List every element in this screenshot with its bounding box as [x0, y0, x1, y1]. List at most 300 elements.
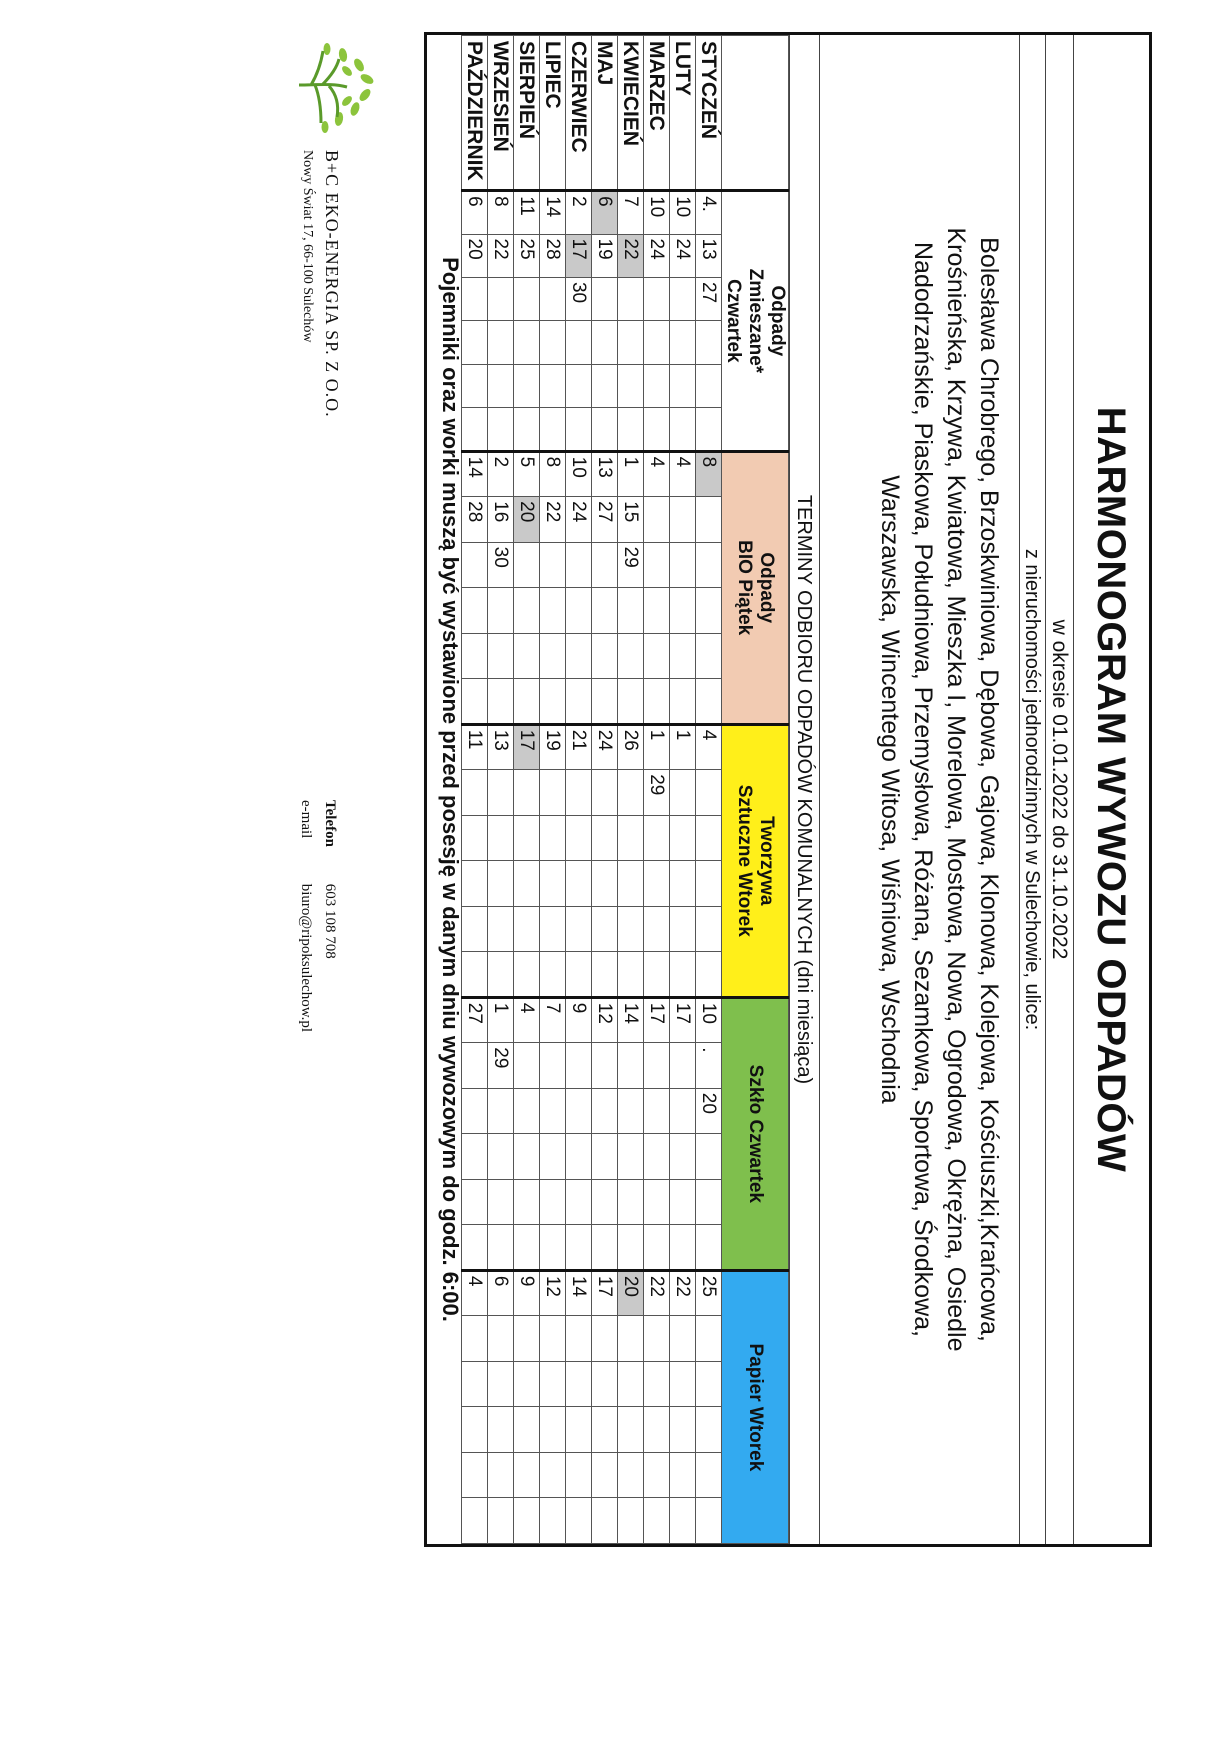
plastic-day-cell	[488, 952, 514, 998]
plastic-day-cell	[540, 906, 566, 952]
bio-day-cell: 13	[592, 451, 618, 497]
table-row	[540, 36, 566, 1544]
paper-day-cell: 22	[670, 1270, 696, 1316]
contact-block	[294, 800, 342, 1032]
paper-day-cell	[540, 1316, 566, 1362]
glass-day-cell: 10	[696, 997, 722, 1043]
glass-day-cell	[566, 1225, 592, 1271]
plastic-day-cell	[696, 815, 722, 861]
streets-line: Bolesława Chrobrego, Brzoskwiniowa, Dębowa, Gajowa, Klonowa, Kolejowa, Kościuszki,Krańcowa,	[975, 237, 1003, 1342]
paper-day-cell	[618, 1407, 644, 1453]
month-cell: PAŹDZIERNIK	[462, 36, 488, 191]
plastic-day-cell: 4	[696, 724, 722, 770]
paper-day-cell: 25	[696, 1270, 722, 1316]
paper-day-cell: 17	[592, 1270, 618, 1316]
glass-day-cell	[670, 1134, 696, 1180]
plastic-day-cell	[644, 861, 670, 907]
glass-day-cell	[566, 1088, 592, 1134]
glass-day-cell: 1	[488, 997, 514, 1043]
paper-day-cell: 14	[566, 1270, 592, 1316]
company-name: B+C EKO-ENERGIA SP. Z O.O.	[322, 150, 342, 418]
plastic-day-cell	[514, 861, 540, 907]
bio-day-cell	[696, 679, 722, 725]
glass-day-cell	[670, 1043, 696, 1089]
glass-day-cell	[696, 1225, 722, 1271]
bio-day-cell: 8	[696, 451, 722, 497]
plastic-day-cell	[644, 952, 670, 998]
paper-day-cell	[514, 1407, 540, 1453]
mixed-day-cell	[540, 277, 566, 320]
plastic-day-cell	[514, 770, 540, 816]
table-row	[670, 36, 696, 1544]
bio-day-cell	[696, 542, 722, 588]
glass-day-cell	[488, 1088, 514, 1134]
mixed-day-cell	[644, 277, 670, 320]
paper-day-cell	[696, 1452, 722, 1498]
plastic-day-cell	[540, 861, 566, 907]
header-line: Zmieszane*	[745, 268, 766, 374]
mixed-day-cell	[488, 364, 514, 407]
mixed-day-cell: 8	[488, 191, 514, 234]
month-cell: MARZEC	[644, 36, 670, 191]
bio-day-cell: 4	[644, 451, 670, 497]
plastic-waste-header	[722, 724, 789, 997]
bio-day-cell	[592, 633, 618, 679]
mixed-day-cell	[540, 321, 566, 364]
bio-day-cell	[644, 679, 670, 725]
paper-day-cell	[644, 1407, 670, 1453]
bio-day-cell	[514, 542, 540, 588]
mixed-day-cell	[696, 321, 722, 364]
bio-day-cell	[670, 679, 696, 725]
bio-day-cell	[670, 633, 696, 679]
paper-day-cell	[670, 1498, 696, 1544]
paper-day-cell	[592, 1498, 618, 1544]
bio-waste-header	[722, 451, 789, 724]
glass-day-cell	[540, 1225, 566, 1271]
header-line: Czwartek	[723, 279, 744, 363]
plastic-day-cell	[592, 952, 618, 998]
bio-day-cell: 10	[566, 451, 592, 497]
mixed-day-cell	[670, 364, 696, 407]
bio-day-cell: 2	[488, 451, 514, 497]
glass-day-cell	[566, 1043, 592, 1089]
plastic-day-cell	[670, 952, 696, 998]
glass-day-cell	[540, 1179, 566, 1225]
plastic-day-cell	[540, 815, 566, 861]
glass-day-cell	[644, 1179, 670, 1225]
month-cell: MAJ	[592, 36, 618, 191]
glass-day-cell	[592, 1179, 618, 1225]
paper-day-cell	[566, 1452, 592, 1498]
month-cell: LUTY	[670, 36, 696, 191]
plastic-day-cell	[488, 861, 514, 907]
mixed-day-cell	[618, 277, 644, 320]
bio-day-cell	[618, 679, 644, 725]
glass-day-cell	[618, 1043, 644, 1089]
plastic-day-cell	[592, 861, 618, 907]
paper-day-cell	[696, 1316, 722, 1362]
plastic-day-cell	[592, 770, 618, 816]
phone-value: 603 108 708	[322, 883, 338, 959]
paper-day-cell	[592, 1407, 618, 1453]
mixed-day-cell	[566, 321, 592, 364]
bio-day-cell	[540, 679, 566, 725]
mixed-day-cell	[696, 408, 722, 451]
plastic-day-cell	[644, 815, 670, 861]
glass-day-cell: 12	[592, 997, 618, 1043]
mixed-day-cell	[540, 408, 566, 451]
plastic-day-cell	[514, 906, 540, 952]
bio-day-cell	[618, 588, 644, 634]
bio-day-cell	[488, 588, 514, 634]
bio-day-cell	[618, 633, 644, 679]
bio-day-cell: 24	[566, 497, 592, 543]
mixed-day-cell: 11	[514, 191, 540, 234]
glass-day-cell: 14	[618, 997, 644, 1043]
header-line: Papier Wtorek	[745, 1343, 766, 1472]
plastic-day-cell	[670, 770, 696, 816]
bio-day-cell: 15	[618, 497, 644, 543]
subtitle-text: z nieruchomości jednorodzinnych w Sulechowie, ulice:	[1019, 35, 1045, 1544]
table-row	[566, 36, 592, 1544]
bio-day-cell: 16	[488, 497, 514, 543]
mixed-waste-header	[722, 191, 789, 452]
glass-day-cell	[618, 1088, 644, 1134]
plastic-day-cell	[670, 861, 696, 907]
glass-day-cell	[566, 1134, 592, 1180]
email-label: e-mail	[298, 800, 314, 839]
paper-day-cell	[644, 1452, 670, 1498]
bio-day-cell	[566, 679, 592, 725]
schedule-frame	[424, 32, 1152, 1547]
bio-day-cell	[670, 588, 696, 634]
paper-day-cell	[566, 1407, 592, 1453]
streets-line: Warszawska, Wincentego Witosa, Wiśniowa, Wschodnia	[876, 475, 904, 1104]
mixed-day-cell: 4.	[696, 191, 722, 234]
bio-day-cell	[488, 633, 514, 679]
plastic-day-cell	[696, 861, 722, 907]
table-row	[514, 36, 540, 1544]
mixed-day-cell	[488, 277, 514, 320]
mixed-day-cell: 24	[644, 234, 670, 277]
mixed-day-cell	[644, 321, 670, 364]
glass-day-cell: 7	[540, 997, 566, 1043]
mixed-day-cell: 25	[514, 234, 540, 277]
paper-day-cell	[540, 1361, 566, 1407]
glass-day-cell	[670, 1088, 696, 1134]
header-line: Szkło Czwartek	[745, 1064, 766, 1203]
plastic-day-cell	[488, 906, 514, 952]
terms-header: TERMINY ODBIORU ODPADÓW KOMUNALNYCH (dni miesiąca)	[789, 35, 819, 1544]
plastic-day-cell	[618, 815, 644, 861]
glass-day-cell: 9	[566, 997, 592, 1043]
month-cell: CZERWIEC	[566, 36, 592, 191]
glass-day-cell	[644, 1088, 670, 1134]
glass-day-cell	[592, 1088, 618, 1134]
glass-day-cell: 4	[514, 997, 540, 1043]
email-line	[294, 800, 318, 1032]
plastic-day-cell	[592, 906, 618, 952]
paper-day-cell	[540, 1407, 566, 1453]
mixed-day-cell	[488, 408, 514, 451]
bio-day-cell	[566, 588, 592, 634]
mixed-day-cell	[618, 408, 644, 451]
paper-day-cell	[514, 1316, 540, 1362]
company-address: Nowy Świat 17, 66-100 Sulechów	[300, 150, 315, 343]
glass-day-cell: 17	[670, 997, 696, 1043]
glass-day-cell	[644, 1134, 670, 1180]
paper-day-cell	[670, 1316, 696, 1362]
plastic-day-cell	[670, 815, 696, 861]
month-cell: SIERPIEŃ	[514, 36, 540, 191]
glass-day-cell	[696, 1179, 722, 1225]
bio-day-cell: 20	[514, 497, 540, 543]
streets-list	[819, 35, 1019, 1544]
glass-day-cell	[514, 1134, 540, 1180]
plastic-day-cell	[696, 952, 722, 998]
plastic-day-cell	[540, 952, 566, 998]
mixed-day-cell: 28	[540, 234, 566, 277]
glass-day-cell	[670, 1179, 696, 1225]
page-title: HARMONOGRAM WYWOZU ODPADÓW	[1073, 35, 1149, 1544]
paper-day-cell	[696, 1498, 722, 1544]
mixed-day-cell	[618, 364, 644, 407]
company-block	[299, 150, 342, 418]
paper-day-cell	[696, 1361, 722, 1407]
table-row	[592, 36, 618, 1544]
paper-day-cell	[488, 1452, 514, 1498]
glass-day-cell	[592, 1225, 618, 1271]
glass-day-cell: 20	[696, 1088, 722, 1134]
mixed-day-cell	[670, 277, 696, 320]
plastic-day-cell: 26	[618, 724, 644, 770]
plastic-day-cell	[618, 770, 644, 816]
paper-day-cell	[592, 1452, 618, 1498]
glass-day-cell	[514, 1043, 540, 1089]
paper-day-cell: 22	[644, 1270, 670, 1316]
mixed-day-cell: 24	[670, 234, 696, 277]
mixed-day-cell	[644, 408, 670, 451]
bio-day-cell	[644, 542, 670, 588]
mixed-day-cell	[566, 408, 592, 451]
glass-day-cell	[540, 1043, 566, 1089]
paper-day-cell	[488, 1498, 514, 1544]
glass-day-cell	[488, 1225, 514, 1271]
glass-day-cell: .	[696, 1043, 722, 1089]
plastic-day-cell: 21	[566, 724, 592, 770]
bio-day-cell	[644, 588, 670, 634]
plastic-day-cell	[618, 952, 644, 998]
plastic-day-cell: 29	[644, 770, 670, 816]
glass-day-cell	[488, 1179, 514, 1225]
plastic-day-cell	[696, 906, 722, 952]
paper-day-cell	[696, 1407, 722, 1453]
phone-line	[318, 800, 342, 1032]
glass-day-cell	[696, 1134, 722, 1180]
mixed-day-cell	[514, 408, 540, 451]
glass-day-cell	[514, 1088, 540, 1134]
table-row	[696, 36, 722, 1544]
table-header-row	[722, 36, 789, 1544]
paper-day-cell	[566, 1316, 592, 1362]
paper-day-cell	[592, 1361, 618, 1407]
table-row	[618, 36, 644, 1544]
mixed-day-cell	[592, 364, 618, 407]
glass-day-cell	[644, 1225, 670, 1271]
glass-day-cell	[618, 1225, 644, 1271]
paper-day-cell	[488, 1407, 514, 1453]
footer-note: Pojemniki oraz worki muszą być wystawione przed posesję w danym dniu wywozowym do godz. 6:00.	[438, 257, 463, 1322]
paper-day-cell	[618, 1452, 644, 1498]
plastic-day-cell	[488, 815, 514, 861]
mixed-day-cell: 14	[540, 191, 566, 234]
mixed-day-cell	[644, 364, 670, 407]
glass-day-cell	[488, 1134, 514, 1180]
month-cell: STYCZEŃ	[696, 36, 722, 191]
mixed-day-cell: 2	[566, 191, 592, 234]
bio-day-cell	[540, 542, 566, 588]
glass-day-cell	[592, 1043, 618, 1089]
mixed-day-cell: 6	[462, 191, 488, 234]
mixed-day-cell: 19	[592, 234, 618, 277]
paper-day-cell	[670, 1361, 696, 1407]
paper-day-cell	[540, 1452, 566, 1498]
plastic-day-cell	[566, 770, 592, 816]
plastic-day-cell	[618, 906, 644, 952]
plastic-day-cell	[488, 770, 514, 816]
month-cell: LIPIEC	[540, 36, 566, 191]
bio-day-cell	[592, 679, 618, 725]
mixed-day-cell: 7	[618, 191, 644, 234]
header-line: Odpady	[756, 552, 777, 624]
mixed-day-cell: 22	[618, 234, 644, 277]
paper-day-cell	[566, 1361, 592, 1407]
mixed-day-cell	[670, 321, 696, 364]
streets-line: Krośnieńska, Krzywa, Kwiatowa, Mieszka I, Morelowa, Mostowa, Nowa, Ogrodowa, Okrężna, Osiedle	[942, 227, 970, 1352]
bio-day-cell: 22	[540, 497, 566, 543]
paper-day-cell	[618, 1498, 644, 1544]
mixed-day-cell	[514, 321, 540, 364]
bio-day-cell: 27	[592, 497, 618, 543]
plastic-day-cell: 13	[488, 724, 514, 770]
mixed-day-cell	[670, 408, 696, 451]
bio-day-cell	[488, 679, 514, 725]
bio-day-cell: 5	[514, 451, 540, 497]
mixed-day-cell: 10	[644, 191, 670, 234]
glass-day-cell	[618, 1134, 644, 1180]
glass-day-cell: 29	[488, 1043, 514, 1089]
table-row	[488, 36, 514, 1544]
paper-day-cell	[514, 1498, 540, 1544]
paper-day-cell: 20	[618, 1270, 644, 1316]
streets-line: Nadodrzańskie, Piaskowa, Południowa, Przemysłowa, Różana, Sezamkowa, Sportowa, Środkowa,	[909, 242, 937, 1337]
mixed-day-cell: 30	[566, 277, 592, 320]
mixed-day-cell: 13	[696, 234, 722, 277]
plastic-day-cell: 1	[670, 724, 696, 770]
bio-day-cell	[514, 633, 540, 679]
bio-day-cell: 14	[462, 451, 488, 497]
bio-day-cell: 4	[670, 451, 696, 497]
paper-day-cell: 6	[488, 1270, 514, 1316]
header-line: Odpady	[767, 285, 788, 357]
mixed-day-cell	[592, 277, 618, 320]
plastic-day-cell: 17	[514, 724, 540, 770]
bio-day-cell	[592, 588, 618, 634]
schedule-table	[461, 35, 789, 1544]
plastic-day-cell: 24	[592, 724, 618, 770]
glass-day-cell	[540, 1088, 566, 1134]
mixed-day-cell: 10	[670, 191, 696, 234]
plastic-day-cell: 19	[540, 724, 566, 770]
month-cell: KWIECIEŃ	[618, 36, 644, 191]
plastic-day-cell	[514, 815, 540, 861]
glass-day-cell	[670, 1225, 696, 1271]
header-line: Sztuczne Wtorek	[734, 784, 755, 937]
mixed-day-cell: 20	[462, 234, 488, 277]
mixed-day-cell	[618, 321, 644, 364]
plastic-day-cell: 1	[644, 724, 670, 770]
bio-day-cell: 8	[540, 451, 566, 497]
paper-day-cell	[488, 1361, 514, 1407]
plastic-day-cell	[566, 906, 592, 952]
bio-day-cell	[514, 679, 540, 725]
mixed-day-cell	[514, 364, 540, 407]
paper-day-cell	[514, 1452, 540, 1498]
plastic-day-cell	[592, 815, 618, 861]
glass-day-cell: 17	[644, 997, 670, 1043]
bio-day-cell: 28	[462, 497, 488, 543]
bio-day-cell	[696, 588, 722, 634]
table-row	[644, 36, 670, 1544]
leaf-logo-icon	[297, 35, 377, 145]
paper-waste-header	[722, 1270, 789, 1543]
email-value: biuro@ripoksulechow.pl	[298, 883, 314, 1032]
plastic-day-cell	[696, 770, 722, 816]
bio-day-cell	[540, 588, 566, 634]
glass-waste-header	[722, 997, 789, 1270]
glass-day-cell	[514, 1179, 540, 1225]
paper-day-cell	[618, 1316, 644, 1362]
bio-day-cell	[540, 633, 566, 679]
plastic-day-cell	[644, 906, 670, 952]
paper-day-cell	[514, 1361, 540, 1407]
glass-day-cell	[592, 1134, 618, 1180]
mixed-day-cell	[566, 364, 592, 407]
plastic-day-cell: 11	[462, 724, 488, 770]
bio-day-cell: 30	[488, 542, 514, 588]
bio-day-cell	[670, 542, 696, 588]
plastic-day-cell	[566, 861, 592, 907]
bio-day-cell	[514, 588, 540, 634]
phone-label: Telefon	[322, 800, 338, 847]
bio-day-cell	[592, 542, 618, 588]
mixed-day-cell: 22	[488, 234, 514, 277]
header-line: BIO Piątek	[734, 540, 755, 636]
mixed-day-cell	[514, 277, 540, 320]
paper-day-cell	[644, 1361, 670, 1407]
paper-day-cell	[540, 1498, 566, 1544]
bio-day-cell: 29	[618, 542, 644, 588]
mixed-day-cell	[488, 321, 514, 364]
month-header	[722, 36, 789, 191]
bio-day-cell	[696, 633, 722, 679]
paper-day-cell: 4	[462, 1270, 488, 1316]
mixed-day-cell	[696, 364, 722, 407]
header-line: Tworzywa	[756, 816, 777, 906]
bio-day-cell	[696, 497, 722, 543]
bio-day-cell	[566, 633, 592, 679]
